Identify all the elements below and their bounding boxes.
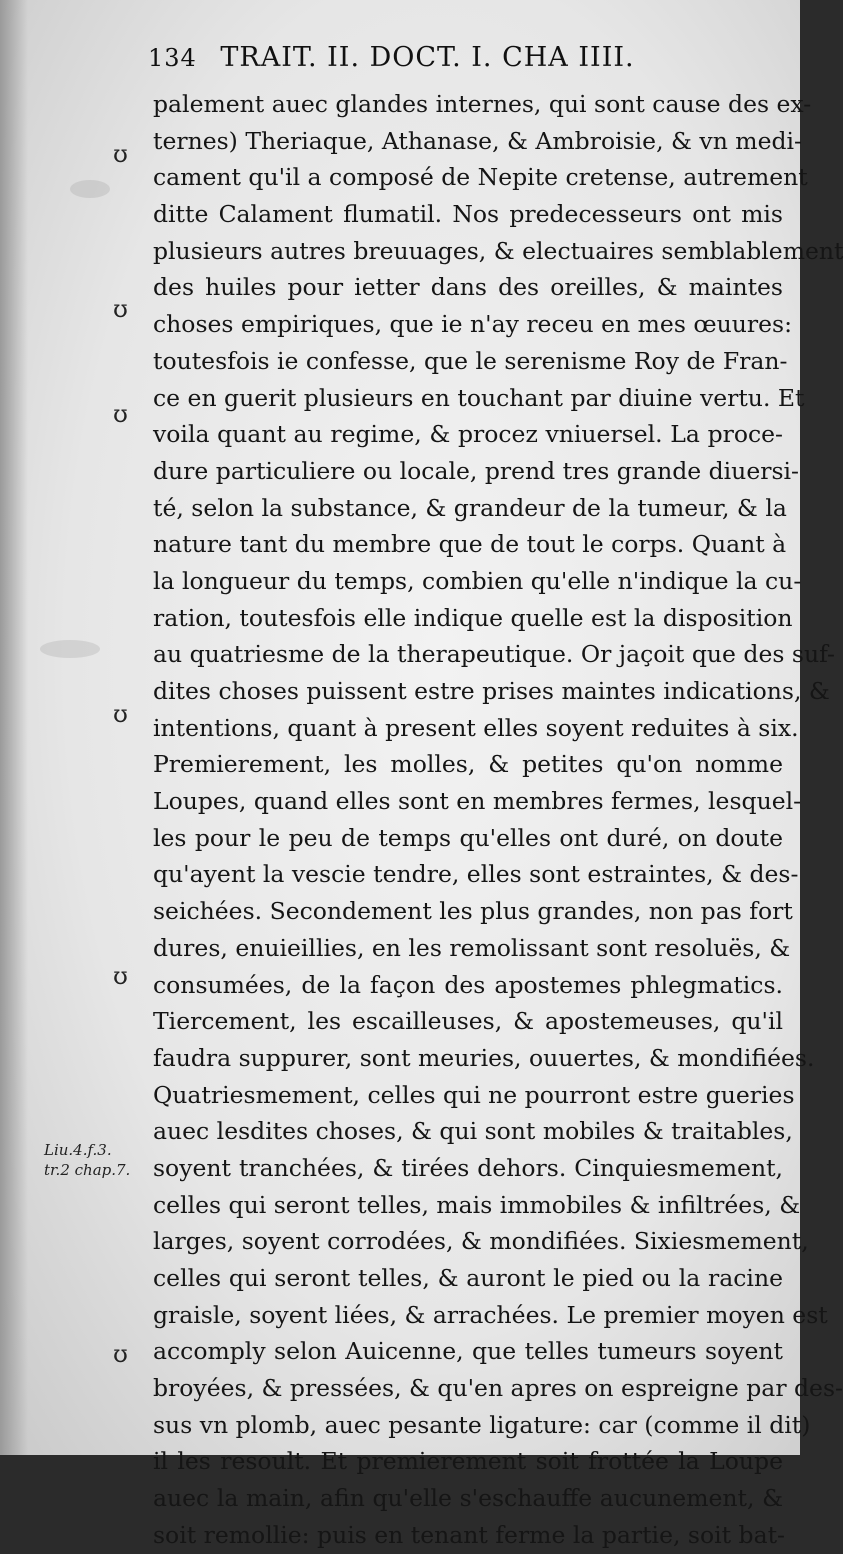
text-line: la longueur du temps, combien qu'elle n'indique la cu- [153,566,802,595]
text-line: sus vn plomb, auec pesante ligature: car (comme il dit) [153,1410,811,1439]
text-line: qu'ayent la vescie tendre, elles sont estraintes, & des- [153,860,799,889]
ink-bleed-spot [70,180,110,198]
text-line: auec la main, afin qu'elle s'eschauffe aucunement, & [153,1484,783,1513]
text-line: seichées. Secondement les plus grandes, non pas fort [153,897,793,926]
text-line: ce en guerit plusieurs en touchant par diuine vertu. Et [153,383,805,412]
text-line: dure particuliere ou locale, prend tres grande diuersi- [153,456,799,485]
text-line: les pour le peu de temps qu'elles ont duré, on doute [153,823,783,852]
text-line: Loupes, quand elles sont en membres fermes, lesquel- [153,787,802,816]
page-number: 134 [148,44,197,72]
text-line: cament qu'il a composé de Nepite cretense, autrement [153,163,808,192]
margin-note [44,1140,130,1180]
text-line: nature tant du membre que de tout le corps. Quant à [153,530,787,559]
running-title: TRAIT. II. DOCT. I. CHA IIII. [220,42,635,73]
text-line: accomply selon Auicenne, que telles tumeurs soyent [153,1337,783,1366]
text-line: soit remollie: puis en tenant ferme la partie, soit bat- [153,1520,785,1549]
ink-bleed-spot [40,640,100,658]
text-line: celles qui seront telles, & auront le pied ou la racine [153,1264,783,1292]
text-line: voila quant au regime, & procez vniuersel. La proce- [153,420,783,449]
margin-mark-icon: ʊ [113,962,128,990]
body-text [153,86,843,1554]
margin-note-line: Liu.4.f.3. [44,1141,112,1159]
margin-note-line: tr.2 chap.7. [44,1161,131,1179]
text-line: auec lesdites choses, & qui sont mobiles & traitables, [153,1117,793,1146]
page-gutter-shadow [0,0,28,1455]
text-line: Quatriesmement, celles qui ne pourront estre gueries [153,1080,795,1109]
text-line: ration, toutesfois elle indique quelle est la disposition [153,603,793,632]
text-line: faudra suppurer, sont meuries, ouuertes, & mondifiées. [153,1043,815,1072]
margin-mark-icon: ʊ [113,295,128,323]
text-line: il les resoult. Et premierement soit frottée la Loupe [153,1447,783,1476]
text-line: au quatriesme de la therapeutique. Or jaçoit que des suf- [153,640,835,669]
text-line: soyent tranchées, & tirées dehors. Cinquiesmement, [153,1153,783,1182]
text-line: dures, enuieillies, en les remolissant sont resoluës, & [153,933,791,962]
text-line: dites choses puissent estre prises maintes indications, & [153,677,830,705]
text-line: intentions, quant à present elles soyent reduites à six. [153,713,799,742]
margin-mark-icon: ʊ [113,700,128,728]
text-line: toutesfois ie confesse, que le serenisme Roy de Fran- [153,346,788,375]
margin-mark-icon: ʊ [113,1340,128,1368]
text-line: Tiercement, les escailleuses, & apostemeuses, qu'il [153,1007,783,1036]
text-line: broyées, & pressées, & qu'en apres on espreigne par des- [153,1374,843,1403]
text-line: consumées, de la façon des apostemes phlegmatics. [153,970,783,999]
text-line: Premierement, les molles, & petites qu'on nomme [153,750,783,779]
text-line: des huiles pour ietter dans des oreilles, & maintes [153,273,783,302]
text-line: larges, soyent corrodées, & mondifiées. Sixiesmement, [153,1227,809,1256]
text-line: graisle, soyent liées, & arrachées. Le premier moyen est [153,1300,828,1329]
text-line: palement auec glandes internes, qui sont cause des ex- [153,90,812,118]
text-line: choses empiriques, que ie n'ay receu en mes œuures: [153,310,792,339]
text-line: té, selon la substance, & grandeur de la tumeur, & la [153,493,787,522]
margin-mark-icon: ʊ [113,140,128,168]
text-line: celles qui seront telles, mais immobiles & infiltrées, & [153,1190,801,1219]
margin-mark-icon: ʊ [113,400,128,428]
text-line: plusieurs autres breuuages, & electuaires semblablement [153,236,843,265]
text-line: ditte Calament flumatil. Nos predecesseurs ont mis [153,200,783,229]
running-head [148,42,748,73]
text-line: ternes) Theriaque, Athanase, & Ambroisie, & vn medi- [153,126,802,155]
